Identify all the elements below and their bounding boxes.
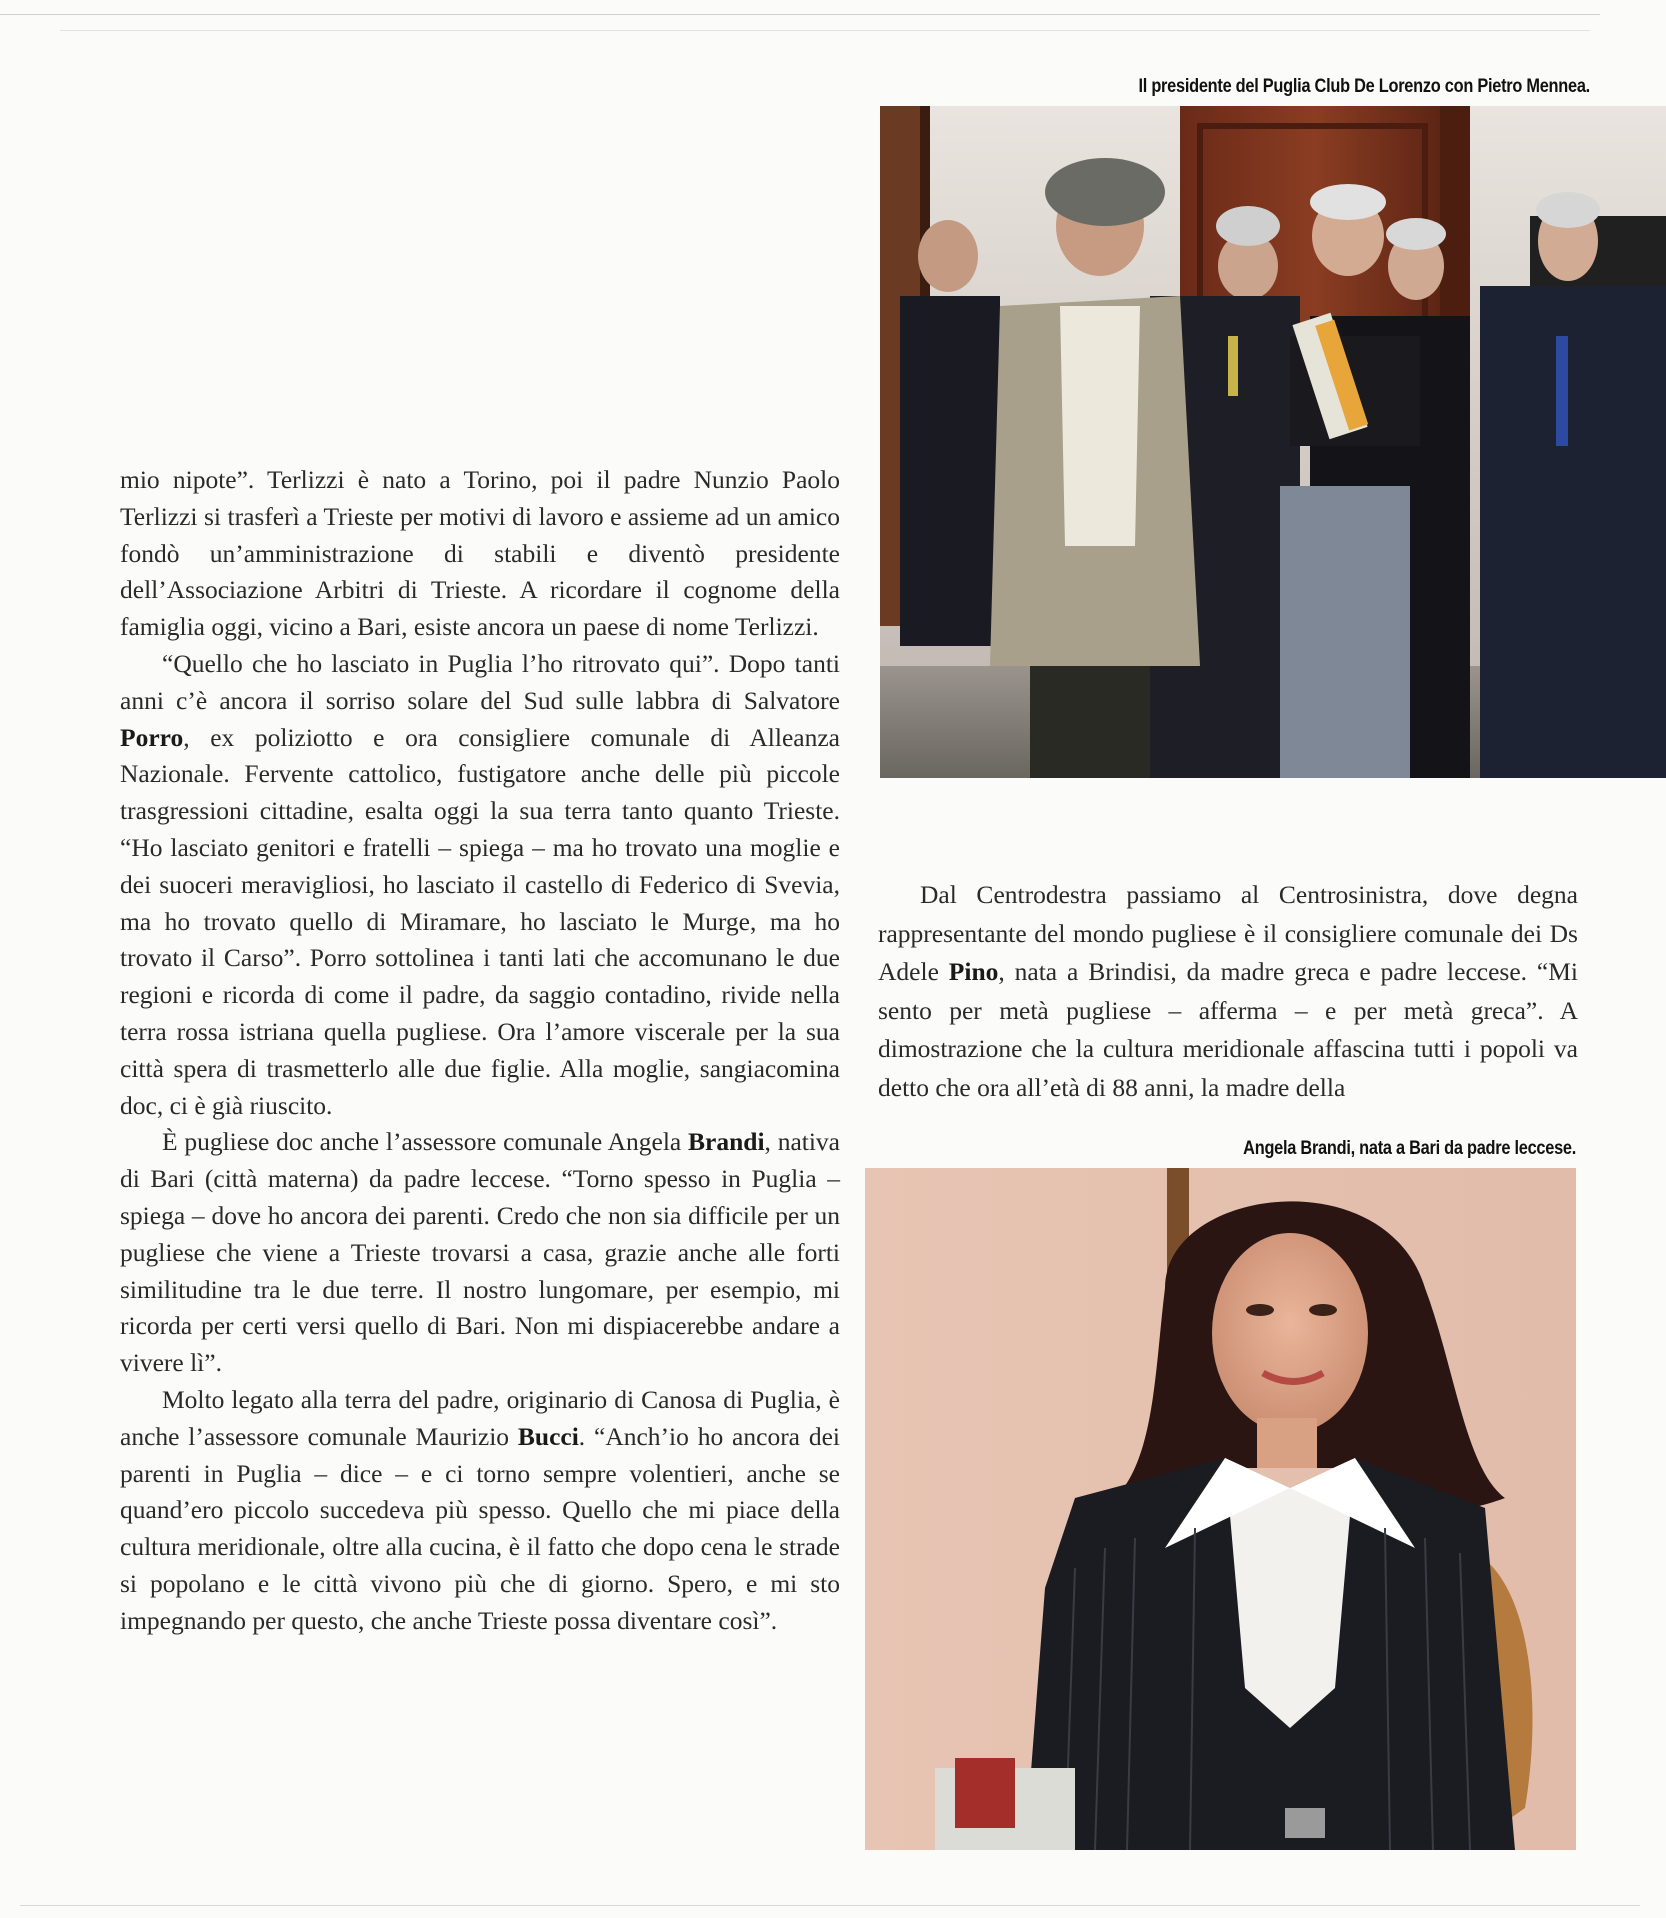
top-rule	[0, 14, 1600, 15]
paragraph-pino-text-2: , nata a Brindisi, da madre greca e padre leccese. “Mi sento per metà pugliese – afferma – e per metà greca”. A dimostrazione che la cultura meridionale affascina tutti i popoli va detto che ora all’età di 88 anni, la madre della	[878, 957, 1578, 1102]
paragraph-terlizzi: mio nipote”. Terlizzi è nato a Torino, poi il padre Nunzio Paolo Terlizzi si trasferì a Trieste per motivi di lavoro e assieme ad un amico fondò un’amministrazione di stabili e diventò presidente dell’Associazione Arbitri di Trieste. A ricordare il cognome della famiglia oggi, vicino a Bari, esiste ancora un paese di nome Terlizzi.	[120, 465, 840, 642]
name-porro: Porro	[120, 722, 184, 752]
name-brandi: Brandi	[688, 1127, 765, 1157]
paragraph-bucci-text-2: . “Anch’io ho ancora dei parenti in Puglia – dice – e ci torno sempre volentieri, anche se quand’ero piccolo succedeva più spesso. Quello che mi piace della cultura meridionale, oltre alla cucina, è il fatto che dopo cena le strade si popolano e le città vivono più che di giorno. Spero, e mi sto impegnando per questo, che anche Trieste possa diventare così”.	[120, 1421, 840, 1635]
bottom-rule	[20, 1905, 1640, 1906]
article-left-column	[120, 462, 840, 1640]
portrait-photo	[865, 1168, 1576, 1850]
paragraph-porro	[120, 646, 840, 1124]
paragraph-pino-text-1: Dal Centrodestra passiamo al Centrosinistra, dove degna rappresentante del mondo pugliese è il consigliere comunale dei Ds Adele	[878, 880, 1578, 986]
paragraph-porro-text-1: “Quello che ho lasciato in Puglia l’ho ritrovato qui”. Dopo tanti anni c’è ancora il sorriso solare del Sud sulle labbra di Salvatore	[120, 648, 840, 715]
name-pino: Pino	[948, 957, 999, 986]
paragraph-porro-text-2: , ex poliziotto e ora consigliere comunale di Alleanza Nazionale. Fervente cattolico, fustigatore anche delle più piccole trasgressioni cittadine, esalta oggi la sua terra tanto quanto Trieste. “Ho lasciato genitori e fratelli – spiega – ma ho trovato una moglie e dei suoceri meravigliosi, ho lasciato il castello di Federico di Svevia, ma ho trovato quello di Miramare, ho lasciato le Murge, ma ho trovato il Carso”. Porro sottolinea i tanti lati che accomunano le due regioni e ricorda di come il padre, da saggio contadino, rivide nella terra rossa istriana quella pugliese. Ora l’amore viscerale per la sua città spera di trasmetterlo alle due figlie. Alla moglie, sangiacomina doc, ci è già riuscito.	[120, 722, 840, 1120]
paragraph-bucci-text-1: Molto legato alla terra del padre, originario di Canosa di Puglia, è anche l’assessore comunale Maurizio	[120, 1384, 840, 1451]
paragraph-bucci	[120, 1382, 840, 1640]
paragraph-brandi-text-1: È pugliese doc anche l’assessore comunale Angela	[162, 1127, 689, 1157]
top-rule-secondary	[60, 30, 1590, 31]
portrait-photo-image	[865, 1168, 1576, 1850]
group-photo-image	[880, 106, 1666, 778]
photo-caption-portrait: Angela Brandi, nata a Bari da padre leccese.	[1243, 1138, 1576, 1159]
photo-caption-group: Il presidente del Puglia Club De Lorenzo con Pietro Mennea.	[1138, 76, 1590, 97]
article-right-column	[878, 876, 1578, 1107]
paragraph-pino	[878, 876, 1578, 1107]
paragraph-brandi	[120, 1124, 840, 1382]
name-bucci: Bucci	[517, 1421, 579, 1451]
paragraph-brandi-text-2: , nativa di Bari (città materna) da padre leccese. “Torno spesso in Puglia – spiega – dove ho ancora dei parenti. Credo che non sia difficile per un pugliese che viene a Trieste trovarsi a casa, grazie anche alle forti similitudine tra le due terre. Il nostro lungomare, per esempio, mi ricorda per certi versi quello di Bari. Non mi dispiacerebbe andare a vivere lì”.	[120, 1127, 840, 1378]
group-photo	[880, 106, 1666, 778]
